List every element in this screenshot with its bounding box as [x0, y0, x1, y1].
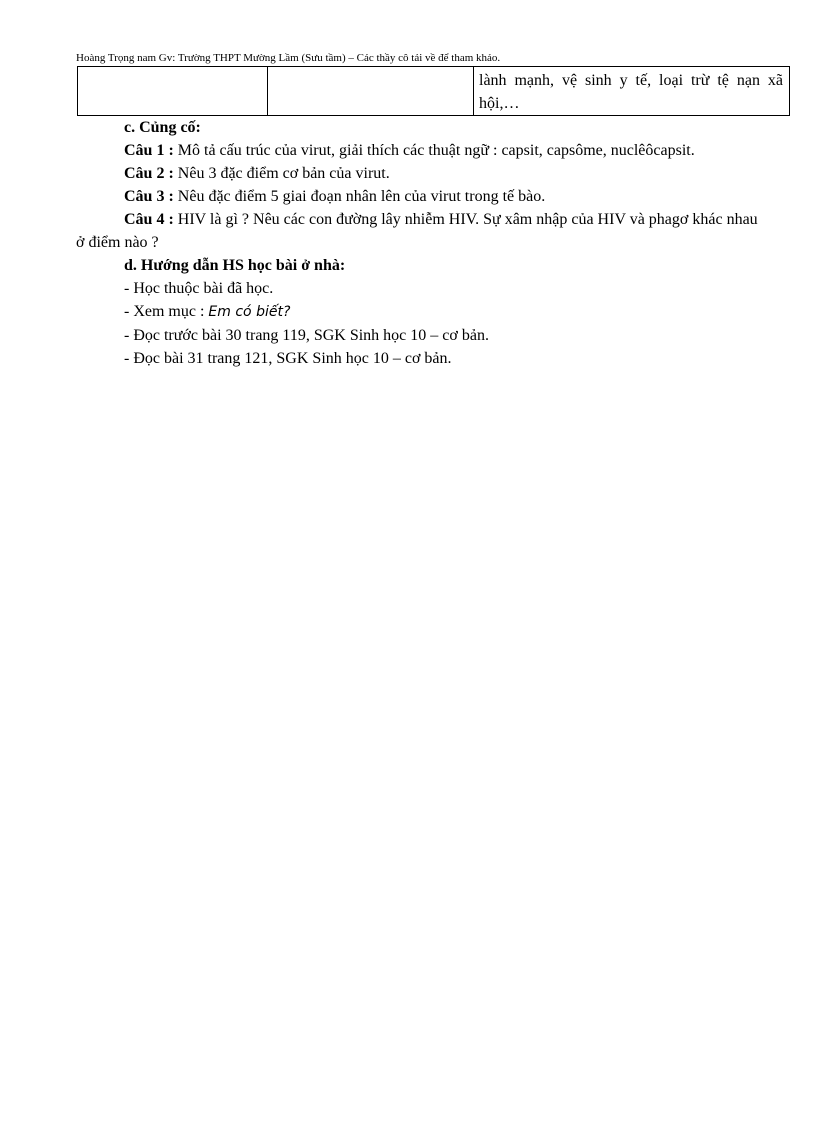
question-3 [76, 185, 761, 208]
question-text: Nêu 3 đặc điểm cơ bản của virut. [173, 165, 390, 182]
page-header: Hoàng Trọng nam Gv: Trường THPT Mường Lầm (Sưu tầm) – Các thầy cô tải về để tham khảo. [76, 52, 501, 64]
content-table [77, 66, 790, 116]
question-1 [76, 139, 761, 162]
question-text: Nêu đặc điểm 5 giai đoạn nhân lên của virut trong tế bào. [173, 188, 546, 205]
list-item: - Đọc bài 31 trang 121, SGK Sinh học 10 – cơ bản. [124, 350, 452, 367]
question-4 [76, 208, 761, 254]
table-cell-2 [268, 67, 474, 116]
question-label: Câu 1 : [124, 142, 174, 159]
table-cell-3: lành mạnh, vệ sinh y tế, loại trừ tệ nạn xã hội,… [474, 67, 790, 116]
table-cell-1 [78, 67, 268, 116]
question-2 [76, 162, 761, 185]
question-label: Câu 4 : [124, 211, 174, 228]
question-text: HIV là gì ? Nêu các con đường lây nhiễm HIV. Sự xâm nhập của HIV và phagơ khác nhau ở điểm nào ? [76, 211, 758, 251]
list-item: - Xem mục : Em có biết? [124, 303, 291, 320]
list-item: - Đọc trước bài 30 trang 119, SGK Sinh học 10 – cơ bản. [124, 327, 489, 344]
question-text: Mô tả cấu trúc của virut, giải thích các thuật ngữ : capsit, capsôme, nuclêôcapsit. [173, 142, 695, 159]
table-row [78, 67, 790, 116]
section-c-heading: c. Củng cố: [124, 119, 201, 136]
document-body [76, 116, 761, 370]
question-label: Câu 2 : [124, 165, 174, 182]
section-d-heading: d. Hướng dẫn HS học bài ở nhà: [124, 257, 346, 274]
em-co-biet-link-text: Em có biết? [208, 304, 291, 320]
question-label: Câu 3 : [124, 188, 174, 205]
list-item: - Học thuộc bài đã học. [124, 280, 274, 297]
